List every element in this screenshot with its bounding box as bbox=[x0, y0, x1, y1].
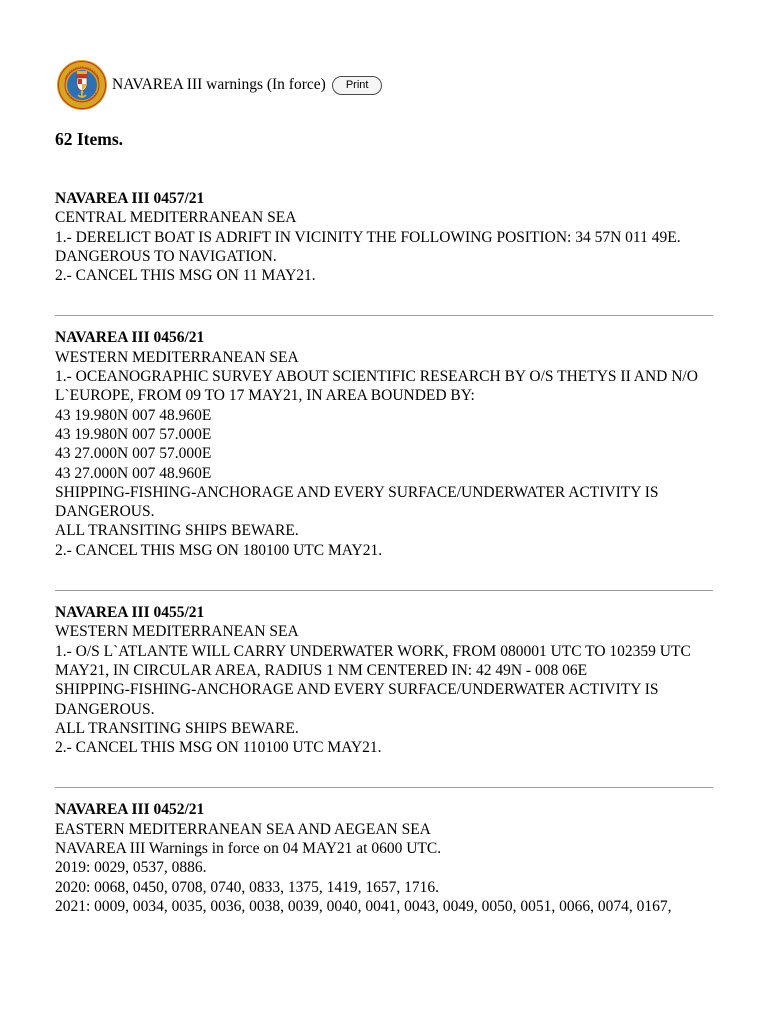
warning-line: 43 27.000N 007 48.960E bbox=[55, 464, 212, 482]
warning-line: EASTERN MEDITERRANEAN SEA AND AEGEAN SEA bbox=[55, 820, 431, 838]
warning-item bbox=[55, 800, 713, 936]
warning-item bbox=[55, 189, 713, 305]
warning-line: WESTERN MEDITERRANEAN SEA bbox=[55, 348, 299, 366]
divider bbox=[55, 787, 713, 788]
warning-item bbox=[55, 603, 713, 777]
warning-line: 2021: 0009, 0034, 0035, 0036, 0038, 0039, 0040, 0041, 0043, 0049, 0050, 0051, 0066, 0074, 0167, bbox=[55, 897, 672, 915]
navy-hydrographic-institute-seal-icon bbox=[56, 59, 108, 111]
warning-line: 1.- O/S L`ATLANTE WILL CARRY UNDERWATER WORK, FROM 080001 UTC TO 102359 UTC MAY21, IN CIRCULAR AREA, RADIUS 1 NM CENTERED IN: 42 49N - 008 06E bbox=[55, 642, 691, 679]
warning-line: 2.- CANCEL THIS MSG ON 180100 UTC MAY21. bbox=[55, 541, 383, 559]
page-header bbox=[56, 59, 382, 111]
warning-id: NAVAREA III 0456/21 bbox=[55, 329, 205, 347]
warning-line: 2019: 0029, 0537, 0886. bbox=[55, 859, 207, 877]
warning-line: ALL TRANSITING SHIPS BEWARE. bbox=[55, 522, 299, 540]
warning-id: NAVAREA III 0455/21 bbox=[55, 604, 205, 622]
items-count: 62 Items. bbox=[55, 129, 124, 149]
warning-line: SHIPPING-FISHING-ANCHORAGE AND EVERY SURFACE/UNDERWATER ACTIVITY IS DANGEROUS. bbox=[55, 483, 659, 521]
warning-line: 2.- CANCEL THIS MSG ON 110100 UTC MAY21. bbox=[55, 739, 382, 757]
warning-line: CENTRAL MEDITERRANEAN SEA bbox=[55, 209, 297, 227]
print-button[interactable]: Print bbox=[332, 76, 383, 95]
warning-line: 1.- DERELICT BOAT IS ADRIFT IN VICINITY THE FOLLOWING POSITION: 34 57N 011 49E. bbox=[55, 228, 681, 246]
warning-id: NAVAREA III 0457/21 bbox=[55, 190, 205, 207]
warning-line: 1.- OCEANOGRAPHIC SURVEY ABOUT SCIENTIFIC RESEARCH BY O/S THETYS II AND N/O L`EUROPE, FROM 09 TO 17 MAY21, IN AREA BOUNDED BY: bbox=[55, 368, 698, 405]
warning-line: ALL TRANSITING SHIPS BEWARE. bbox=[55, 719, 299, 737]
warning-id: NAVAREA III 0452/21 bbox=[55, 801, 205, 819]
divider bbox=[55, 590, 713, 591]
warning-line: 43 19.980N 007 48.960E bbox=[55, 406, 212, 424]
warnings-list bbox=[55, 189, 713, 936]
warning-line: 43 27.000N 007 57.000E bbox=[55, 445, 212, 463]
warning-line: 2020: 0068, 0450, 0708, 0740, 0833, 1375, 1419, 1657, 1716. bbox=[55, 878, 440, 896]
warning-line: 2.- CANCEL THIS MSG ON 11 MAY21. bbox=[55, 267, 316, 285]
warning-item bbox=[55, 328, 713, 580]
warning-line: 43 19.980N 007 57.000E bbox=[55, 425, 212, 443]
divider bbox=[55, 315, 713, 316]
page-title: NAVAREA III warnings (In force) bbox=[112, 76, 326, 93]
warning-line: WESTERN MEDITERRANEAN SEA bbox=[55, 623, 299, 641]
warning-line: SHIPPING-FISHING-ANCHORAGE AND EVERY SURFACE/UNDERWATER ACTIVITY IS DANGEROUS. bbox=[55, 681, 659, 718]
warning-line: DANGEROUS TO NAVIGATION. bbox=[55, 247, 277, 265]
warning-line: NAVAREA III Warnings in force on 04 MAY21 at 0600 UTC. bbox=[55, 840, 442, 858]
